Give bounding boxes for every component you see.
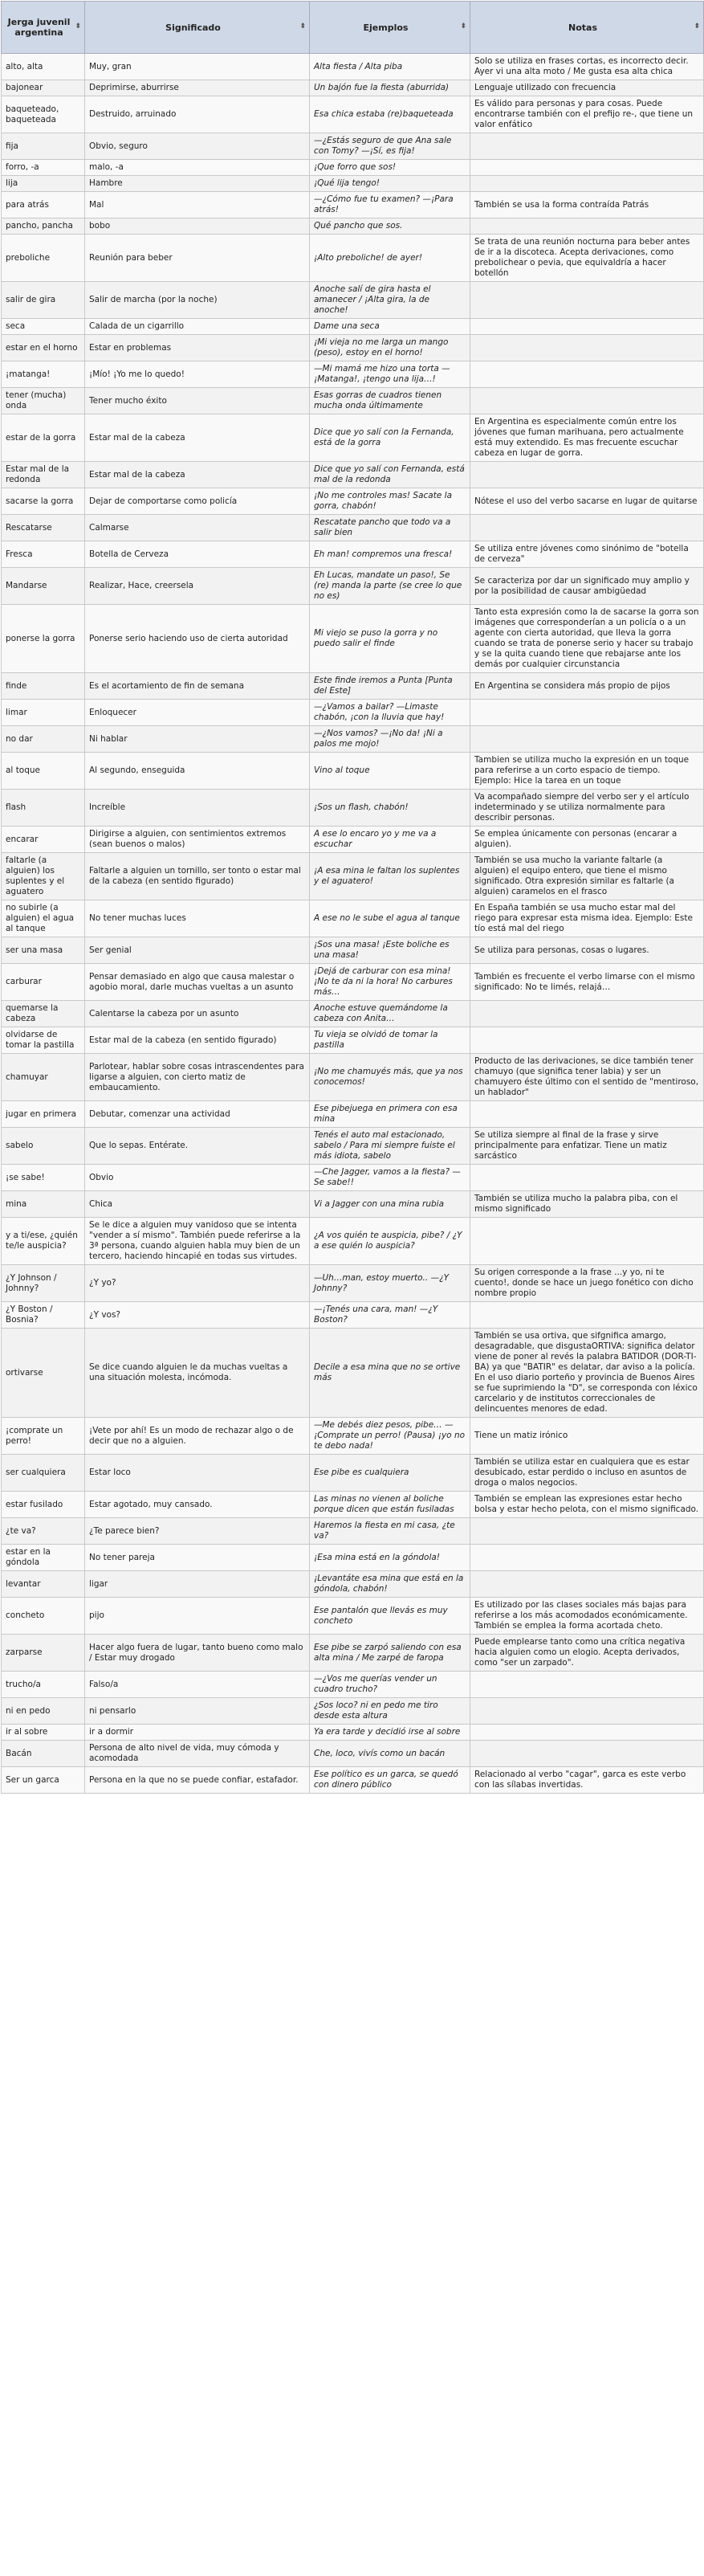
- cell-term: Estar mal de la redonda: [2, 462, 85, 488]
- cell-notes: Se utiliza entre jóvenes como sinónimo de "botella de cerveza": [470, 541, 704, 568]
- cell-term: no subirle (a alguien) el agua al tanque: [2, 900, 85, 937]
- cell-example: Eh Lucas, mandate un paso!, Se (re) manda la parte (se cree lo que no es): [310, 568, 470, 605]
- cell-meaning: Al segundo, enseguida: [85, 753, 310, 790]
- cell-meaning: Deprimirse, aburrirse: [85, 80, 310, 96]
- cell-meaning: ¡Vete por ahí! Es un modo de rechazar algo o de decir que no a alguien.: [85, 1418, 310, 1455]
- cell-meaning: ir a dormir: [85, 1725, 310, 1741]
- cell-term: ni en pedo: [2, 1698, 85, 1725]
- cell-notes: Se trata de una reunión nocturna para beber antes de ir a la discoteca. Acepta derivaciones, como prebolichear o pevia, que equivaldría a hacer botellón: [470, 235, 704, 282]
- cell-notes: En España también se usa mucho estar mal del riego para expresar esta misma idea. Ejemplo: Este tío está mal del riego: [470, 900, 704, 937]
- table-row: [2, 964, 704, 1001]
- cell-meaning: Mal: [85, 192, 310, 218]
- table-row: [2, 673, 704, 700]
- table-row: [2, 900, 704, 937]
- cell-notes: También se emplean las expresiones estar hecho bolsa y estar hecho pelota, con el mismo significado.: [470, 1492, 704, 1518]
- cell-notes: También se utiliza estar en cualquiera que es estar desubicado, estar perdido o incluso en asuntos de droga o malos negocios.: [470, 1455, 704, 1492]
- cell-example: Tu vieja se olvidó de tomar la pastilla: [310, 1027, 470, 1054]
- cell-notes: [470, 1001, 704, 1027]
- cell-meaning: Estar en problemas: [85, 335, 310, 361]
- table-row: [2, 1302, 704, 1329]
- cell-meaning: Calada de un cigarrillo: [85, 319, 310, 335]
- cell-term: tener (mucha) onda: [2, 388, 85, 414]
- cell-meaning: Realizar, Hace, creersela: [85, 568, 310, 605]
- table-row: [2, 568, 704, 605]
- cell-meaning: Enloquecer: [85, 700, 310, 726]
- cell-meaning: Estar mal de la cabeza (en sentido figurado): [85, 1027, 310, 1054]
- cell-meaning: ni pensarlo: [85, 1698, 310, 1725]
- cell-notes: También es frecuente el verbo limarse con el mismo significado: No te limés, relajá…: [470, 964, 704, 1001]
- cell-example: ¡No me controles mas! Sacate la gorra, chabón!: [310, 488, 470, 515]
- table-row: [2, 1455, 704, 1492]
- table-row: [2, 541, 704, 568]
- cell-example: Ese pibe es cualquiera: [310, 1455, 470, 1492]
- cell-notes: [470, 282, 704, 319]
- cell-example: —Mi mamá me hizo una torta —¡Matanga!, ¡tengo una lija…!: [310, 361, 470, 388]
- cell-notes: [470, 726, 704, 753]
- cell-example: Dame una seca: [310, 319, 470, 335]
- table-row: [2, 414, 704, 462]
- cell-notes: En Argentina es especialmente común entre los jóvenes que fuman marihuana, pero actualmente está muy extendido. Es mas frecuente escuchar cabeza en lugar de gorra.: [470, 414, 704, 462]
- table-row: [2, 1741, 704, 1767]
- cell-term: bajonear: [2, 80, 85, 96]
- cell-term: olvidarse de tomar la pastilla: [2, 1027, 85, 1054]
- cell-notes: En Argentina se considera más propio de pijos: [470, 673, 704, 700]
- cell-meaning: Salir de marcha (por la noche): [85, 282, 310, 319]
- cell-notes: [470, 1741, 704, 1767]
- cell-example: Esas gorras de cuadros tienen mucha onda últimamente: [310, 388, 470, 414]
- cell-meaning: Se dice cuando alguien le da muchas vueltas a una situación molesta, incómoda.: [85, 1329, 310, 1418]
- cell-example: Haremos la fiesta en mi casa, ¿te va?: [310, 1518, 470, 1545]
- table-row: [2, 388, 704, 414]
- cell-term: ser una masa: [2, 937, 85, 964]
- cell-example: —¿Cómo fue tu examen? —¡Para atrás!: [310, 192, 470, 218]
- cell-example: —Uh…man, estoy muerto.. —¿Y Johnny?: [310, 1265, 470, 1302]
- sort-icon[interactable]: ⬍: [460, 22, 466, 31]
- table-row: [2, 1698, 704, 1725]
- cell-example: Eh man! compremos una fresca!: [310, 541, 470, 568]
- cell-meaning: Obvio: [85, 1165, 310, 1191]
- table-row: [2, 1418, 704, 1455]
- cell-notes: Solo se utiliza en frases cortas, es incorrecto decir. Ayer vi una alta moto / Me gusta esa alta chica: [470, 54, 704, 80]
- cell-notes: También se usa mucho la variante faltarle (a alguien) el equipo entero, que tiene el mismo significado. Otra expresión similar es faltarle (a alguien) caramelos en el frasco: [470, 853, 704, 900]
- cell-meaning: Que lo sepas. Entérate.: [85, 1128, 310, 1165]
- cell-term: fija: [2, 133, 85, 160]
- cell-meaning: Ponerse serio haciendo uso de cierta autoridad: [85, 605, 310, 673]
- cell-term: finde: [2, 673, 85, 700]
- table-row: [2, 827, 704, 853]
- cell-term: baqueteado, baqueteada: [2, 96, 85, 133]
- cell-notes: [470, 335, 704, 361]
- table-row: [2, 1767, 704, 1794]
- table-row: [2, 176, 704, 192]
- cell-notes: También se usa la forma contraída Patrás: [470, 192, 704, 218]
- table-row: [2, 1635, 704, 1672]
- table-row: [2, 1218, 704, 1265]
- cell-term: quemarse la cabeza: [2, 1001, 85, 1027]
- cell-term: ¿te va?: [2, 1518, 85, 1545]
- cell-term: lija: [2, 176, 85, 192]
- cell-meaning: bobo: [85, 218, 310, 235]
- cell-meaning: Se le dice a alguien muy vanidoso que se intenta "vender a sí mismo". También puede referirse a la 3ª persona, cuando alguien habla muy bien de un tercero, haciendo hincapié en todas sus virtudes.: [85, 1218, 310, 1265]
- table-row: [2, 192, 704, 218]
- cell-notes: Su origen corresponde a la frase ...y yo, ni te cuento!, donde se hace un juego fonético con dicho nombre propio: [470, 1265, 704, 1302]
- cell-meaning: Estar mal de la cabeza: [85, 414, 310, 462]
- cell-meaning: Botella de Cerveza: [85, 541, 310, 568]
- table-row: [2, 700, 704, 726]
- cell-example: Ese pibejuega en primera con esa mina: [310, 1101, 470, 1128]
- cell-notes: Se utiliza siempre al final de la frase y sirve principalmente para enfatizar. Tiene un matiz sarcástico: [470, 1128, 704, 1165]
- cell-term: alto, alta: [2, 54, 85, 80]
- cell-term: estar de la gorra: [2, 414, 85, 462]
- sort-icon[interactable]: ⬍: [694, 22, 700, 31]
- cell-example: —Me debés diez pesos, pibe… —¡Comprate un perro! (Pausa) ¡yo no te debo nada!: [310, 1418, 470, 1455]
- cell-notes: [470, 462, 704, 488]
- table-row: [2, 235, 704, 282]
- table-row: [2, 790, 704, 827]
- cell-example: Alta fiesta / Alta piba: [310, 54, 470, 80]
- cell-meaning: ligar: [85, 1571, 310, 1598]
- cell-example: Anoche salí de gira hasta el amanecer / ¡Alta gira, la de anoche!: [310, 282, 470, 319]
- cell-notes: [470, 1545, 704, 1571]
- cell-example: A ese lo encaro yo y me va a escuchar: [310, 827, 470, 853]
- cell-notes: También se usa ortiva, que sifgnifica amargo, desagradable, que disgustaORTIVA: significa delator viene de poner al revés la palabra BATIDOR (DOR-TI-BA) ya que "BATIR" es delatar, dar aviso a la policía. En el uso diario porteño y provincia de Buenos Aires se fue suprimiendo la "D", se corresponda con léxico carcelario y de institutos correccionales de delincuentes menores de edad.: [470, 1329, 704, 1418]
- cell-notes: [470, 700, 704, 726]
- cell-notes: [470, 218, 704, 235]
- table-row: [2, 1165, 704, 1191]
- column-header-meaning[interactable]: Significado ⬍: [85, 2, 310, 54]
- cell-example: Ya era tarde y decidió irse al sobre: [310, 1725, 470, 1741]
- cell-meaning: Persona en la que no se puede confiar, estafador.: [85, 1767, 310, 1794]
- cell-example: —¿Vos me querías vender un cuadro trucho?: [310, 1672, 470, 1698]
- cell-notes: Es válido para personas y para cosas. Puede encontrarse también con el prefijo re-, que tiene un valor enfático: [470, 96, 704, 133]
- cell-term: salir de gira: [2, 282, 85, 319]
- cell-term: ir al sobre: [2, 1725, 85, 1741]
- cell-term: mina: [2, 1191, 85, 1218]
- cell-meaning: No tener muchas luces: [85, 900, 310, 937]
- cell-example: Las minas no vienen al boliche porque dicen que están fusiladas: [310, 1492, 470, 1518]
- cell-meaning: No tener pareja: [85, 1545, 310, 1571]
- cell-meaning: Ser genial: [85, 937, 310, 964]
- cell-meaning: Chica: [85, 1191, 310, 1218]
- cell-meaning: ¿Te parece bien?: [85, 1518, 310, 1545]
- cell-term: ¿Y Johnson / Johnny?: [2, 1265, 85, 1302]
- cell-notes: Tiene un matiz irónico: [470, 1418, 704, 1455]
- cell-meaning: Pensar demasiado en algo que causa malestar o agobio moral, darle muchas vueltas a un asunto: [85, 964, 310, 1001]
- cell-term: ortivarse: [2, 1329, 85, 1418]
- cell-example: Decile a esa mina que no se ortive más: [310, 1329, 470, 1418]
- cell-example: —¿Vamos a bailar? —Limaste chabón, ¡con la lluvia que hay!: [310, 700, 470, 726]
- cell-term: encarar: [2, 827, 85, 853]
- cell-example: ¡Dejá de carburar con esa mina! ¡No te da ni la hora! No carbures más…: [310, 964, 470, 1001]
- cell-term: prebolichе: [2, 235, 85, 282]
- cell-term: chamuyar: [2, 1054, 85, 1101]
- cell-example: Qué pancho que sos.: [310, 218, 470, 235]
- cell-example: Ese pibe se zarpó saliendo con esa alta mina / Me zarpé de faropa: [310, 1635, 470, 1672]
- slang-table: [1, 1, 704, 1794]
- cell-example: ¡Sos un flash, chabón!: [310, 790, 470, 827]
- table-row: [2, 1265, 704, 1302]
- cell-meaning: Estar loco: [85, 1455, 310, 1492]
- table-row: [2, 160, 704, 176]
- table-row: [2, 361, 704, 388]
- cell-example: ¡Qué lija tengo!: [310, 176, 470, 192]
- table-row: [2, 1518, 704, 1545]
- cell-term: Bacán: [2, 1741, 85, 1767]
- table-row: [2, 488, 704, 515]
- cell-example: ¡Alto preboliche! de ayer!: [310, 235, 470, 282]
- cell-example: ¡No me chamuyés más, que ya nos conocemos!: [310, 1054, 470, 1101]
- cell-example: ¿A vos quién te auspicia, pibe? / ¿Y a ese quién lo auspicia?: [310, 1218, 470, 1265]
- cell-term: carburar: [2, 964, 85, 1001]
- cell-example: ¡Que forro que sos!: [310, 160, 470, 176]
- cell-meaning: Ni hablar: [85, 726, 310, 753]
- cell-term: levantar: [2, 1571, 85, 1598]
- cell-notes: [470, 1725, 704, 1741]
- cell-meaning: ¿Y vos?: [85, 1302, 310, 1329]
- cell-meaning: pijo: [85, 1598, 310, 1635]
- column-header-examples[interactable]: Ejemplos ⬍: [310, 2, 470, 54]
- cell-meaning: Parlotear, hablar sobre cosas intrascendentes para ligarse a alguien, con cierto matiz de embaucamiento.: [85, 1054, 310, 1101]
- table-row: [2, 1492, 704, 1518]
- cell-term: para atrás: [2, 192, 85, 218]
- table-row: [2, 462, 704, 488]
- cell-meaning: ¡Mío! ¡Yo me lo quedo!: [85, 361, 310, 388]
- cell-example: Vi a Jagger con una mina rubia: [310, 1191, 470, 1218]
- cell-meaning: Increíble: [85, 790, 310, 827]
- cell-term: sacarse la gorra: [2, 488, 85, 515]
- cell-term: Rescatarse: [2, 515, 85, 541]
- cell-example: ¡Mi vieja no me larga un mango (peso), estoy en el horno!: [310, 335, 470, 361]
- cell-example: ¡Sos una masa! ¡Este boliche es una masa!: [310, 937, 470, 964]
- cell-meaning: Dirigirse a alguien, con sentimientos extremos (sean buenos o malos): [85, 827, 310, 853]
- cell-notes: [470, 1165, 704, 1191]
- cell-example: ¡A esa mina le faltan los suplentes y el aguatero!: [310, 853, 470, 900]
- table-row: [2, 1191, 704, 1218]
- cell-notes: Se utiliza para personas, cosas o lugares.: [470, 937, 704, 964]
- cell-example: ¿Sos loco? ni en pedo me tiro desde esta altura: [310, 1698, 470, 1725]
- table-row: [2, 133, 704, 160]
- cell-meaning: Hacer algo fuera de lugar, tanto bueno como malo / Estar muy drogado: [85, 1635, 310, 1672]
- cell-meaning: ¿Y yo?: [85, 1265, 310, 1302]
- cell-term: seca: [2, 319, 85, 335]
- cell-term: faltarle (a alguien) los suplentes y el aguatero: [2, 853, 85, 900]
- cell-term: sabelo: [2, 1128, 85, 1165]
- cell-term: Fresca: [2, 541, 85, 568]
- cell-example: A ese no le sube el agua al tanque: [310, 900, 470, 937]
- cell-term: ¿Y Boston / Bosnia?: [2, 1302, 85, 1329]
- table-row: [2, 726, 704, 753]
- table-row: [2, 1329, 704, 1418]
- cell-meaning: Persona de alto nivel de vida, muy cómoda y acomodada: [85, 1741, 310, 1767]
- table-row: [2, 1571, 704, 1598]
- cell-notes: [470, 515, 704, 541]
- cell-example: Che, loco, vivís como un bacán: [310, 1741, 470, 1767]
- cell-meaning: Es el acortamiento de fin de semana: [85, 673, 310, 700]
- cell-meaning: Hambre: [85, 176, 310, 192]
- cell-example: ¡Esa mina está en la góndola!: [310, 1545, 470, 1571]
- cell-term: ser cualquiera: [2, 1455, 85, 1492]
- cell-notes: [470, 1027, 704, 1054]
- cell-term: jugar en primera: [2, 1101, 85, 1128]
- cell-notes: [470, 160, 704, 176]
- cell-term: ¡se sabe!: [2, 1165, 85, 1191]
- cell-notes: [470, 1101, 704, 1128]
- cell-term: estar en la góndola: [2, 1545, 85, 1571]
- table-row: [2, 1545, 704, 1571]
- cell-notes: Se emplea únicamente con personas (encarar a alguien).: [470, 827, 704, 853]
- table-row: [2, 753, 704, 790]
- cell-example: Un bajón fue la fiesta (aburrida): [310, 80, 470, 96]
- table-row: [2, 335, 704, 361]
- cell-example: Ese político es un garca, se quedó con dinero público: [310, 1767, 470, 1794]
- table-row: [2, 96, 704, 133]
- cell-notes: Lenguaje utilizado con frecuencia: [470, 80, 704, 96]
- table-row: [2, 1672, 704, 1698]
- cell-term: ¡comprate un perro!: [2, 1418, 85, 1455]
- cell-term: ¡matanga!: [2, 361, 85, 388]
- cell-term: ponerse la gorra: [2, 605, 85, 673]
- cell-notes: [470, 1218, 704, 1265]
- sort-icon[interactable]: ⬍: [75, 22, 81, 31]
- cell-notes: Puede emplearse tanto como una crítica negativa hacia alguien como un elogio. Acepta derivados, como "ser un zarpado".: [470, 1635, 704, 1672]
- cell-meaning: Debutar, comenzar una actividad: [85, 1101, 310, 1128]
- cell-notes: [470, 319, 704, 335]
- table-row: [2, 1101, 704, 1128]
- cell-term: zarparse: [2, 1635, 85, 1672]
- cell-meaning: Tener mucho éxito: [85, 388, 310, 414]
- cell-example: Dice que yo salí con Fernanda, está mal de la redonda: [310, 462, 470, 488]
- table-row: [2, 1027, 704, 1054]
- cell-notes: Se caracteriza por dar un significado muy amplio y por la posibilidad de causar ambigüedad: [470, 568, 704, 605]
- cell-notes: [470, 388, 704, 414]
- table-row: [2, 54, 704, 80]
- cell-example: Esa chica estaba (re)baqueteada: [310, 96, 470, 133]
- cell-notes: Tanto esta expresión como la de sacarse la gorra son imágenes que corresponderían a un policía o a un agente con cierta autoridad, que lleva la gorra cuando se trata de ponerse serio y hacer su trabajo y se la quita cuando tiene que rebajarse ante los demás por cualquier circunstancia: [470, 605, 704, 673]
- table-row: [2, 853, 704, 900]
- sort-icon[interactable]: ⬍: [299, 22, 306, 31]
- cell-term: al toque: [2, 753, 85, 790]
- cell-meaning: Faltarle a alguien un tornillo, ser tonto o estar mal de la cabeza (en sentido figurado): [85, 853, 310, 900]
- table-row: [2, 1128, 704, 1165]
- column-header-notes[interactable]: Notas ⬍: [470, 2, 704, 54]
- cell-meaning: Muy, gran: [85, 54, 310, 80]
- cell-example: Mi viejo se puso la gorra y no puedo salir el finde: [310, 605, 470, 673]
- cell-example: Anoche estuve quemándome la cabeza con Anita…: [310, 1001, 470, 1027]
- table-row: [2, 1054, 704, 1101]
- cell-meaning: Reunión para beber: [85, 235, 310, 282]
- cell-term: Mandarse: [2, 568, 85, 605]
- cell-notes: Nótese el uso del verbo sacarse en lugar de quitarse: [470, 488, 704, 515]
- cell-term: y a ti/ese, ¿quién te/le auspicia?: [2, 1218, 85, 1265]
- table-row: [2, 937, 704, 964]
- table-row: [2, 218, 704, 235]
- column-header-term[interactable]: Jerga juvenil argentina ⬍: [2, 2, 85, 54]
- cell-notes: Va acompañado siempre del verbo ser y el artículo indeterminado y se utiliza normalmente para describir personas.: [470, 790, 704, 827]
- cell-notes: Es utilizado por las clases sociales más bajas para referirse a los más acomodados económicamente. También se emplea la forma acortada cheto.: [470, 1598, 704, 1635]
- table-row: [2, 515, 704, 541]
- table-row: [2, 605, 704, 673]
- table-row: [2, 1725, 704, 1741]
- cell-meaning: Estar agotado, muy cansado.: [85, 1492, 310, 1518]
- cell-term: concheto: [2, 1598, 85, 1635]
- cell-example: —¿Nos vamos? —¡No da! ¡Ni a palos me mojo!: [310, 726, 470, 753]
- cell-notes: [470, 176, 704, 192]
- cell-meaning: Falso/a: [85, 1672, 310, 1698]
- cell-example: Dice que yo salí con la Fernanda, está de la gorra: [310, 414, 470, 462]
- cell-example: —¡Tenés una cara, man! —¿Y Boston?: [310, 1302, 470, 1329]
- cell-notes: [470, 1672, 704, 1698]
- cell-notes: [470, 1698, 704, 1725]
- cell-meaning: Estar mal de la cabeza: [85, 462, 310, 488]
- cell-term: pancho, pancha: [2, 218, 85, 235]
- cell-term: estar en el horno: [2, 335, 85, 361]
- cell-meaning: Dejar de comportarse como policía: [85, 488, 310, 515]
- cell-notes: Producto de las derivaciones, se dice también tener chamuyo (que significa tener labia) y ser un chamuyero éste último con el sentido de "mentiroso, un hablador": [470, 1054, 704, 1101]
- cell-meaning: Destruido, arruinado: [85, 96, 310, 133]
- cell-example: Rescatate pancho que todo va a salir bien: [310, 515, 470, 541]
- cell-notes: [470, 1571, 704, 1598]
- table-row: [2, 282, 704, 319]
- cell-meaning: Calentarse la cabeza por un asunto: [85, 1001, 310, 1027]
- cell-notes: [470, 1518, 704, 1545]
- cell-term: limar: [2, 700, 85, 726]
- table-row: [2, 1001, 704, 1027]
- cell-notes: [470, 361, 704, 388]
- cell-term: Ser un garca: [2, 1767, 85, 1794]
- header-row: [2, 2, 704, 54]
- cell-example: Este finde iremos a Punta [Punta del Este]: [310, 673, 470, 700]
- cell-meaning: Calmarse: [85, 515, 310, 541]
- cell-term: estar fusilado: [2, 1492, 85, 1518]
- cell-example: Tenés el auto mal estacionado, sabelo / Para mi siempre fuiste el más idiota, sabelo: [310, 1128, 470, 1165]
- cell-notes: [470, 133, 704, 160]
- table-row: [2, 1598, 704, 1635]
- cell-term: no dar: [2, 726, 85, 753]
- cell-notes: [470, 1302, 704, 1329]
- cell-notes: También se utiliza mucho la palabra piba, con el mismo significado: [470, 1191, 704, 1218]
- cell-meaning: malo, -a: [85, 160, 310, 176]
- cell-notes: Tambien se utiliza mucho la expresión en un toque para referirse a un corto espacio de tiempo. Ejemplo: Hice la tarea en un toque: [470, 753, 704, 790]
- cell-example: —Che Jagger, vamos a la fiesta? —Se sabe!!: [310, 1165, 470, 1191]
- cell-example: Ese pantalón que llevás es muy concheto: [310, 1598, 470, 1635]
- cell-term: trucho/a: [2, 1672, 85, 1698]
- cell-notes: Relacionado al verbo "cagar", garca es este verbo con las sílabas invertidas.: [470, 1767, 704, 1794]
- cell-meaning: Obvio, seguro: [85, 133, 310, 160]
- cell-example: —¿Estás seguro de que Ana sale con Tomy? —¡Sí, es fija!: [310, 133, 470, 160]
- table-row: [2, 319, 704, 335]
- cell-example: ¡Levantáte esa mina que está en la góndola, chabón!: [310, 1571, 470, 1598]
- cell-term: flash: [2, 790, 85, 827]
- cell-term: forro, -a: [2, 160, 85, 176]
- table-row: [2, 80, 704, 96]
- cell-example: Vino al toque: [310, 753, 470, 790]
